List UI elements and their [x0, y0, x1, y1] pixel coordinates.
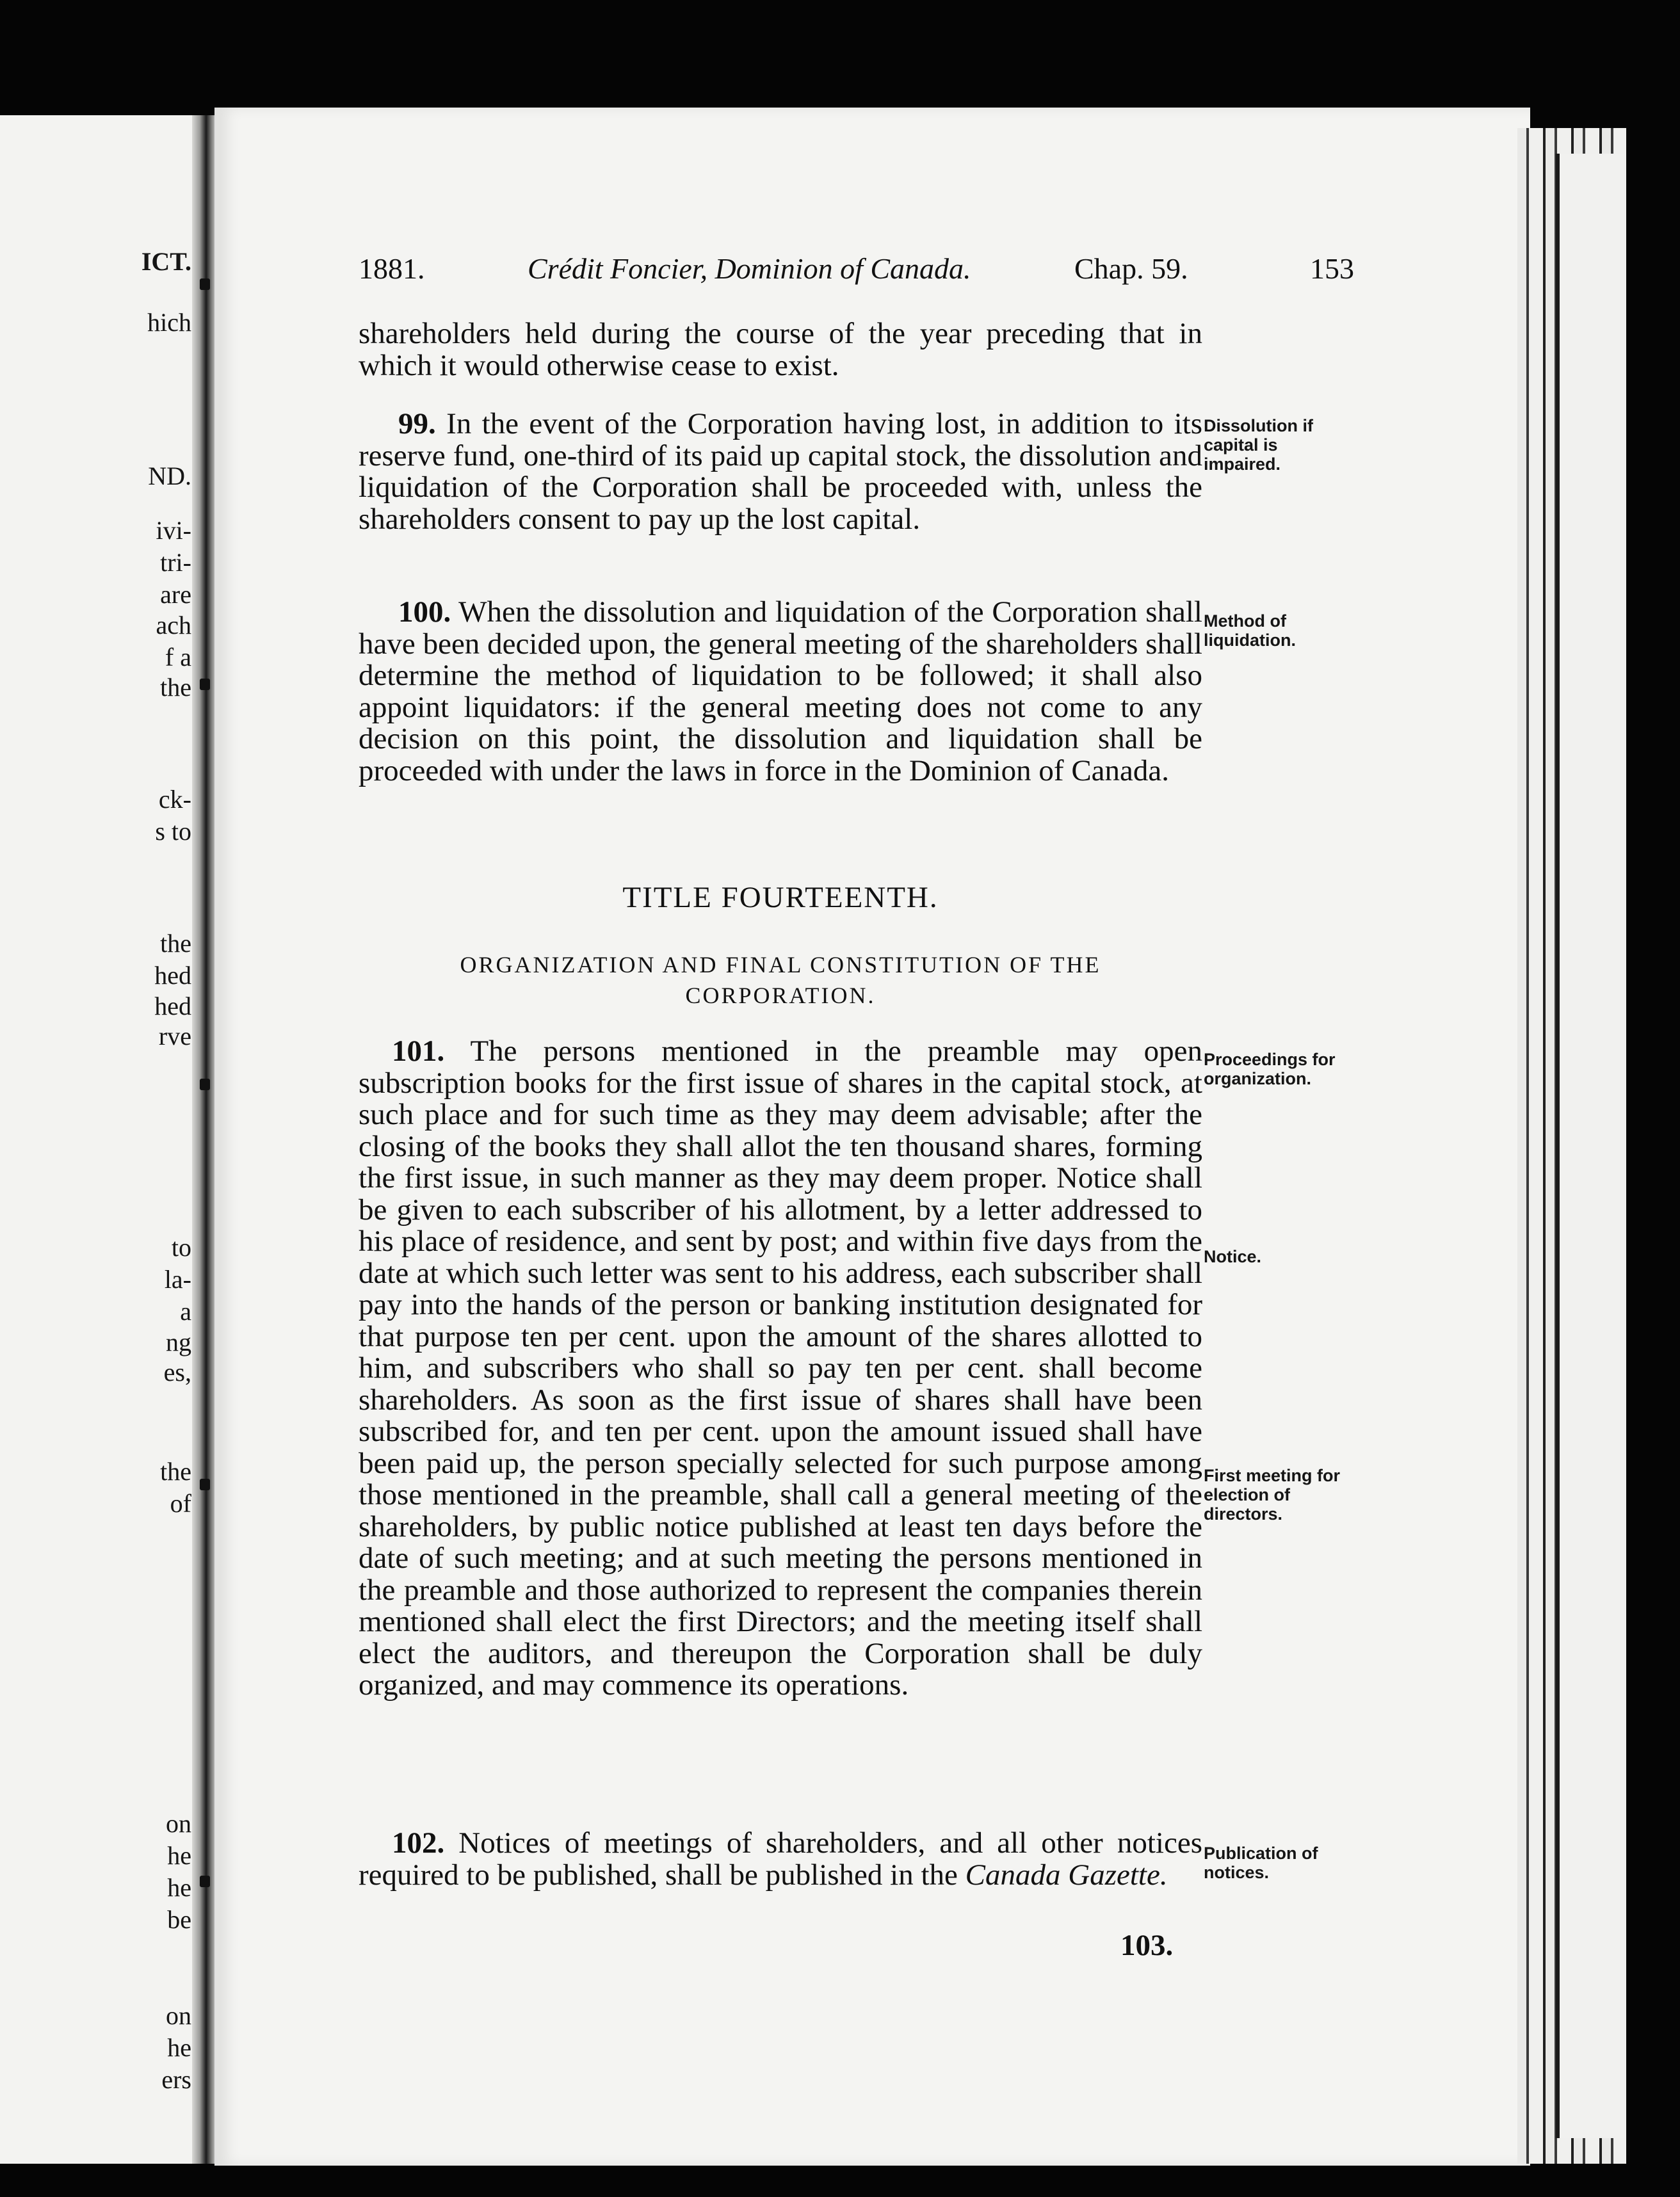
left-fragment: on: [166, 2001, 191, 2030]
running-head: [359, 250, 1357, 288]
left-fragment: tri-: [160, 548, 191, 577]
intro-paragraph: [359, 318, 1202, 382]
section-number: 101.: [392, 1034, 445, 1068]
left-fragment: the: [160, 673, 191, 702]
binding-stitch: [200, 1079, 210, 1090]
section-number: 100.: [398, 595, 451, 629]
left-fragment: f a: [165, 643, 191, 672]
left-fragment: he: [167, 1873, 191, 1902]
section-text: Notices of meetings of shareholders, and all other notices required to be published, shall be published in the: [359, 1826, 1203, 1892]
binding-stitch: [200, 1479, 210, 1490]
left-fragment: he: [167, 1841, 191, 1870]
section-number: 99.: [398, 407, 436, 440]
left-fragment: hich: [147, 308, 191, 337]
left-fragment: la-: [164, 1265, 191, 1294]
section-text: When the dissolution and liquidation of the Corporation shall have been decided upon, the general meeting of the shareholders shall determine the method of liquidation to be followed; it shall also appoint liquidators: if the general meeting does not come to any decision on this point, the dissolution and liquidation shall be proceeded with under the laws in force in the Dominion of Canada.: [359, 595, 1202, 787]
left-fragment: hed: [154, 961, 191, 990]
margin-note-proceedings: Proceedings for organization.: [1204, 1050, 1336, 1088]
left-fragment: of: [170, 1489, 191, 1518]
left-fragment: to: [171, 1233, 191, 1262]
left-fragment: ers: [161, 2065, 191, 2094]
left-page-fragment: [0, 115, 195, 2164]
left-fragment: are: [160, 580, 191, 609]
left-fragment: ND.: [148, 462, 191, 490]
page-edges: [1517, 128, 1626, 2164]
section-100: [359, 597, 1202, 787]
left-fragment: be: [167, 1905, 191, 1934]
left-fragment: ach: [156, 611, 191, 640]
subtitle-heading-line1: ORGANIZATION AND FINAL CONSTITUTION OF THE: [460, 952, 1101, 978]
section-99: [359, 408, 1202, 535]
left-fragment: the: [160, 1457, 191, 1486]
left-fragment: ivi-: [156, 516, 191, 545]
left-fragment: ICT.: [141, 247, 191, 276]
title-heading: TITLE FOURTEENTH.: [622, 881, 939, 914]
intro-text: shareholders held during the course of the year preceding that in which it would otherwise cease to exist.: [359, 317, 1202, 382]
binding-stitch: [200, 1876, 210, 1887]
left-fragment: on: [166, 1809, 191, 1838]
book-gutter: [192, 115, 218, 2164]
section-text: In the event of the Corporation having lost, in addition to its reserve fund, one-third of its paid up capital stock, the dissolution and liquidation of the Corporation shall be proceeded with, unless the shareholders consent to pay up the lost capital.: [359, 407, 1203, 536]
running-head-title: Crédit Foncier, Dominion of Canada.: [528, 252, 971, 285]
left-fragment: rve: [158, 1022, 191, 1050]
section-text: The persons mentioned in the preamble may open subscription books for the first issue of shares in the capital stock, at such place and for such time as they may deem advisable; after the closing of the books they shall allot the ten thousand shares, forming the first issue, in such manner as they may deem proper. Notice shall be given to each subscriber of his allotment, by a letter addressed to his place of residence, and sent by post; and within five days from the date at which such letter was sent to his address, each subscriber shall pay into the hands of the person or banking institution designated for that purpose ten per cent. upon the amount of the shares allotted to him, and subscribers who shall so pay ten per cent. shall become shareholders. As soon as the first issue of shares shall have been subscribed for, and ten per cent. upon the amount issued shall have been paid up, the person specially selected for such purpose among those mentioned in the preamble, shall call a general meeting of the shareholders, by public notice published at least ten days before the date of such meeting; and at such meeting the persons mentioned in the preamble and those authorized to represent the companies therein mentioned shall elect the first Directors; and the meeting itself shall elect the auditors, and thereupon the Corporation shall be duly organized, and may commence its operations.: [359, 1034, 1203, 1702]
catchword: 103.: [1120, 1929, 1174, 1962]
left-fragment: es,: [163, 1358, 191, 1387]
left-fragment: ng: [166, 1328, 191, 1356]
left-fragment: a: [180, 1297, 191, 1326]
section-text-italic: Canada Gazette.: [965, 1858, 1168, 1892]
section-101: [359, 1036, 1202, 1702]
left-fragment: the: [160, 929, 191, 958]
running-head-chapter: Chap. 59.: [1074, 252, 1188, 285]
left-fragment: hed: [154, 992, 191, 1020]
margin-note-notice: Notice.: [1204, 1247, 1262, 1266]
binding-stitch: [200, 679, 210, 690]
left-fragment: s to: [155, 817, 191, 846]
section-number: 102.: [392, 1826, 445, 1860]
running-head-year: 1881.: [359, 252, 425, 285]
margin-note-method: Method of liquidation.: [1204, 611, 1296, 650]
margin-note-publication: Publication of notices.: [1204, 1844, 1318, 1882]
margin-note-dissolution: Dissolution if capital is impaired.: [1204, 416, 1313, 474]
section-102: [359, 1828, 1202, 1891]
left-fragment: he: [167, 2033, 191, 2062]
margin-note-first-meeting: First meeting for election of directors.: [1204, 1466, 1341, 1524]
subtitle-heading-line2: CORPORATION.: [685, 983, 876, 1008]
binding-stitch: [200, 278, 210, 290]
left-fragment: ck-: [158, 785, 191, 814]
page-number: 153: [1310, 252, 1354, 285]
